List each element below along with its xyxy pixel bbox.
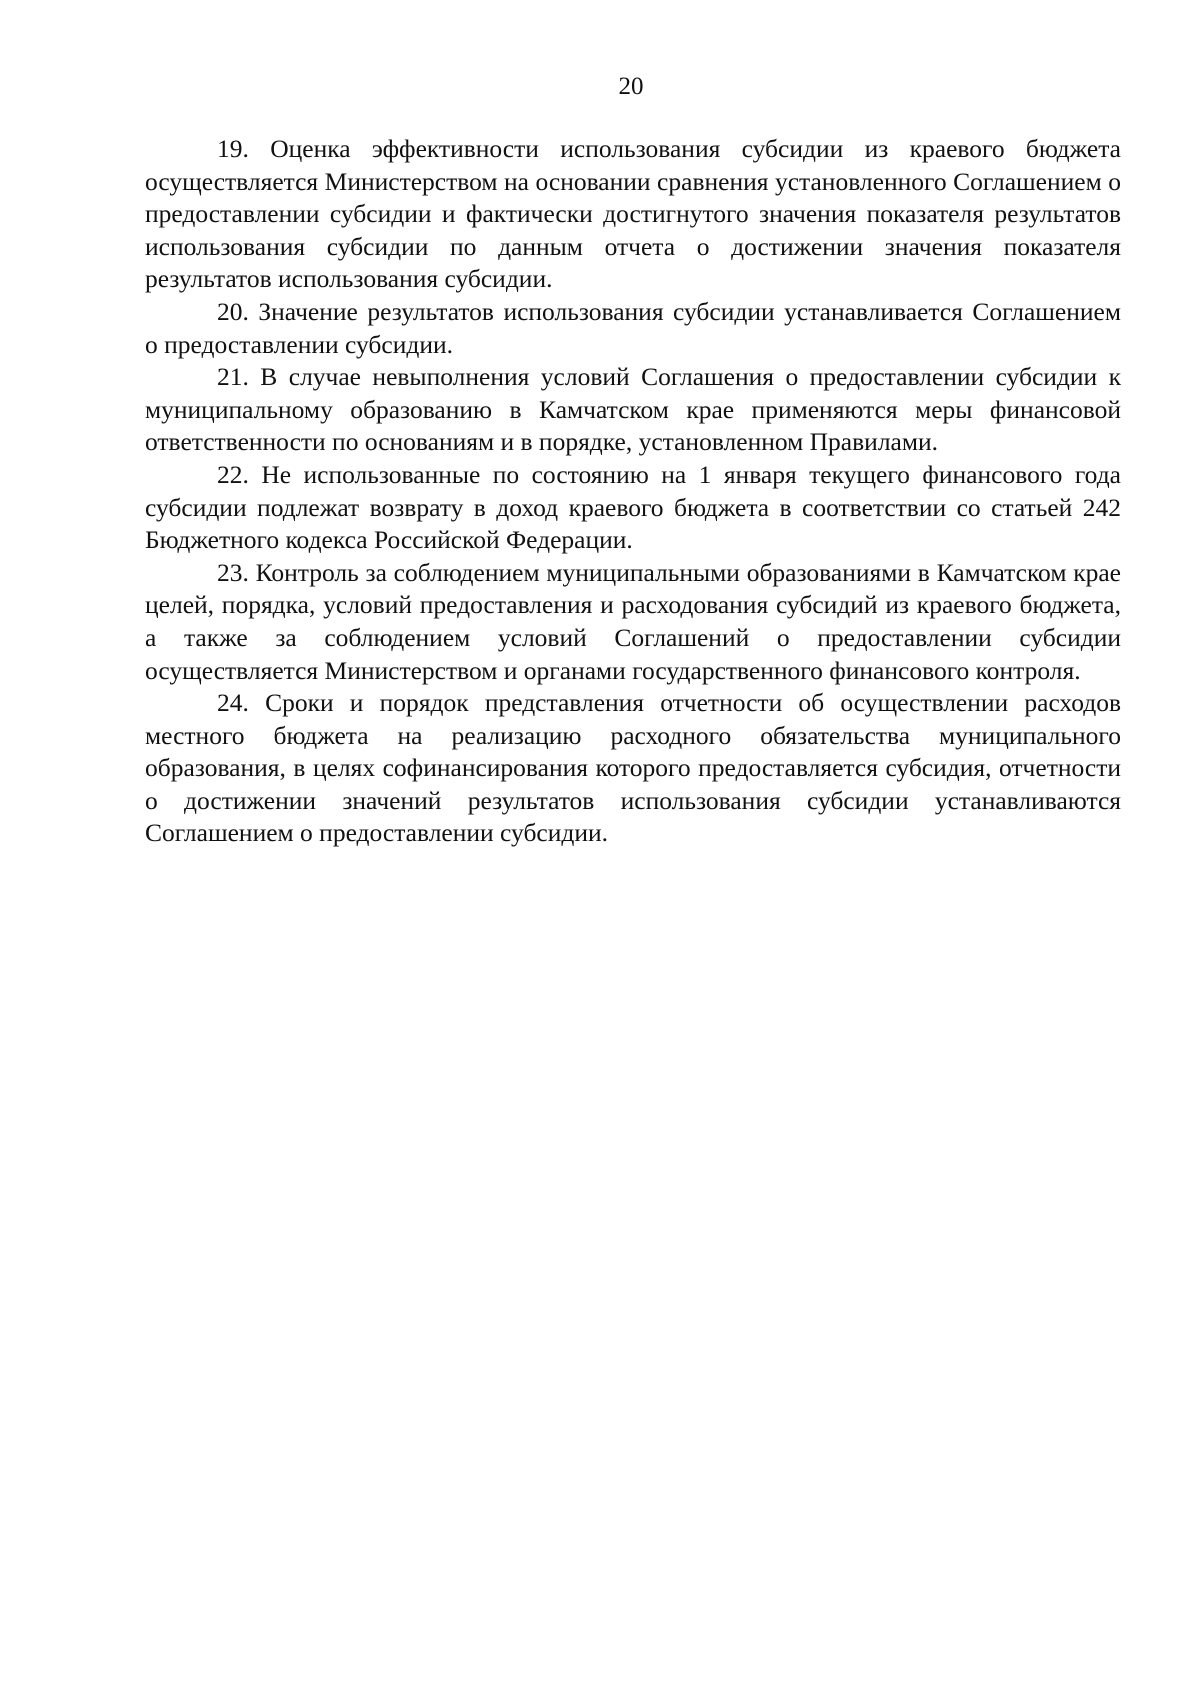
paragraph-20: 20. Значение результатов использования субсидии устанавливается Соглашением о предоставлении субсидии. xyxy=(145,296,1121,359)
paragraph-21: 21. В случае невыполнения условий Соглашения о предоставлении субсидии к муниципальному образованию в Камчатском крае применяются меры финансовой ответственности по основаниям и в порядке, установленном Правилами. xyxy=(145,362,1121,457)
paragraph-23: 23. Контроль за соблюдением муниципальными образованиями в Камчатском крае целей, порядка, условий предоставления и расходования субсидий из краевого бюджета, а также за соблюдением условий Соглашений о предоставлении субсидии осуществляется Министерством и органами государственного финансового контроля. xyxy=(145,557,1121,685)
paragraph-22: 22. Не использованные по состоянию на 1 января текущего финансового года субсидии подлежат возврату в доход краевого бюджета в соответствии со статьей 242 Бюджетного кодекса Российской Федерации. xyxy=(145,459,1121,555)
document-body xyxy=(145,133,1121,850)
paragraph-24: 24. Сроки и порядок представления отчетности об осуществлении расходов местного бюджета на реализацию расходного обязательства муниципального образования, в целях софинансирования которого предоставляется субсидия, отчетности о достижении значений результатов использования субсидии устанавливаются Соглашением о предоставлении субсидии. xyxy=(145,688,1121,848)
paragraph-19: 19. Оценка эффективности использования субсидии из краевого бюджета осуществляется Министерством на основании сравнения установленного Соглашением о предоставлении субсидии и фактически достигнутого значения показателя результатов использования субсидии по данным отчета о достижении значения показателя результатов использования субсидии. xyxy=(145,134,1121,294)
page-number: 20 xyxy=(618,73,644,100)
